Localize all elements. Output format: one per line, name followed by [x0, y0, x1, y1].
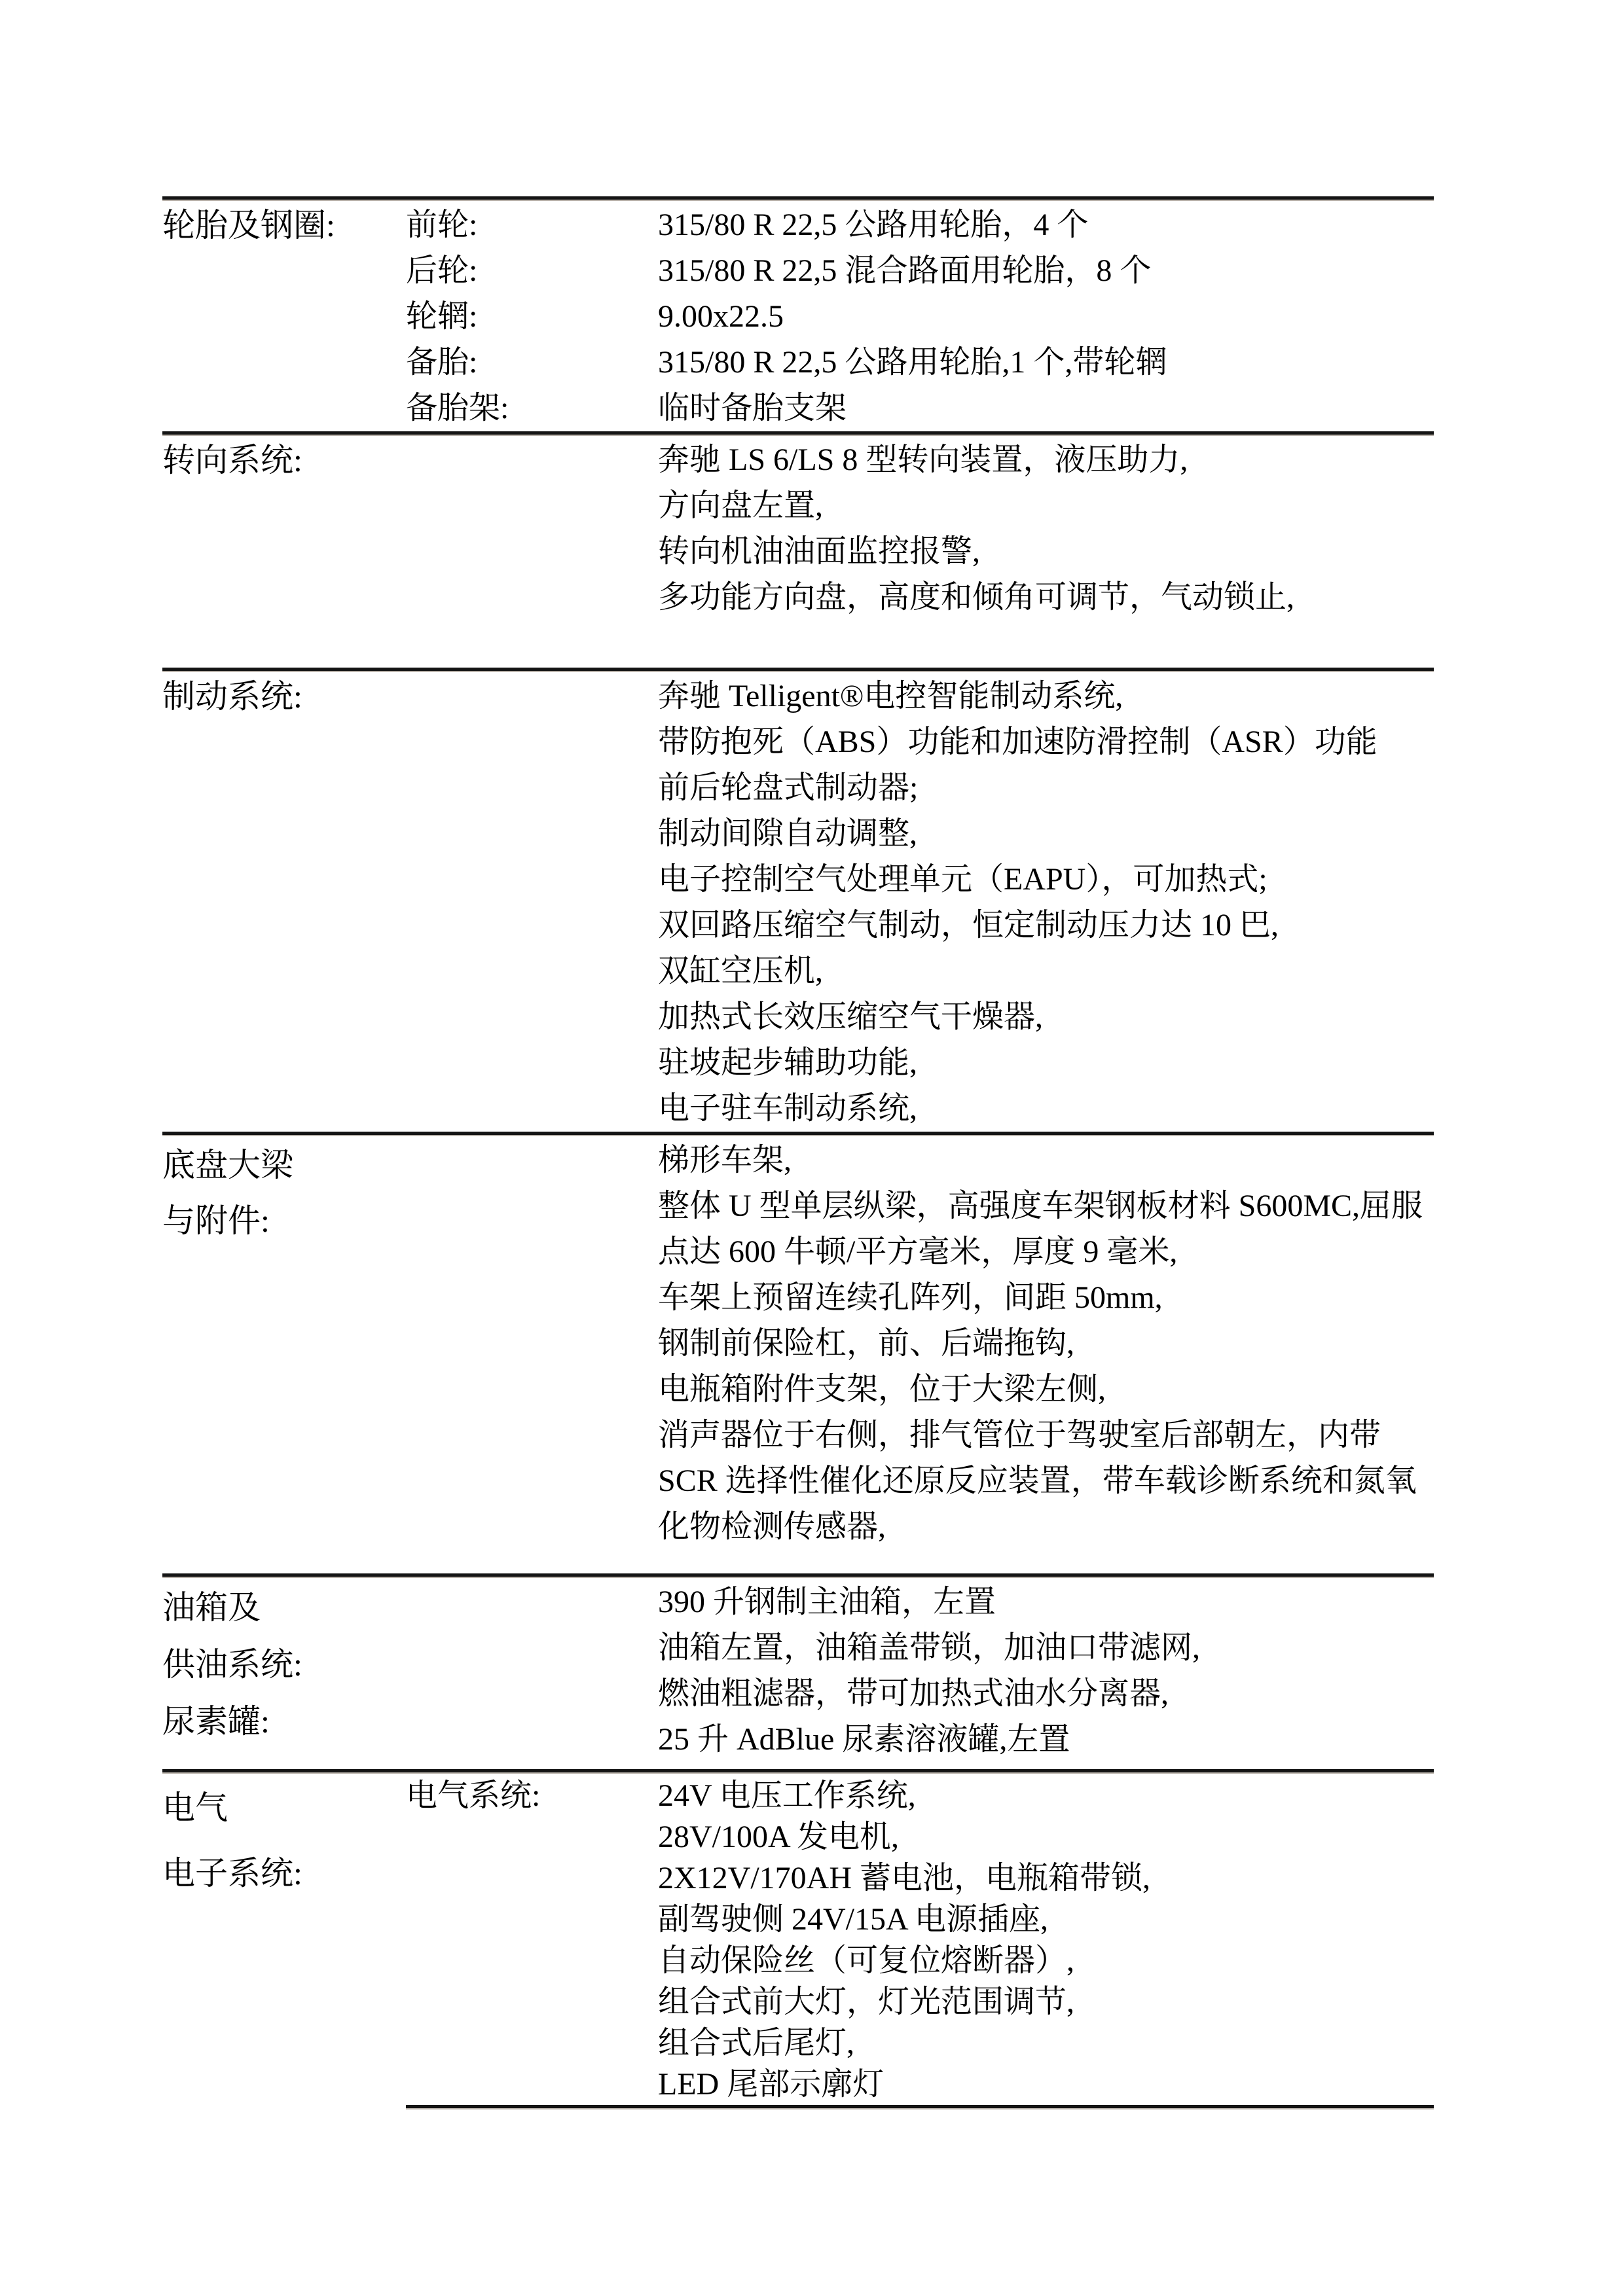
spec-value-line: 消声器位于右侧，排气管位于驾驶室后部朝左，内带 [658, 1418, 1381, 1452]
spec-value-line: 前后轮盘式制动器; [658, 770, 919, 805]
spec-value-line: 整体 U 型单层纵梁，高强度车架钢板材料 S600MC,屈服 [658, 1189, 1423, 1223]
vehicle-spec-table [162, 196, 1434, 2109]
sub-label: 后轮: [406, 253, 478, 288]
section-label: 轮胎及钢圈: [162, 207, 335, 243]
spec-section-tires-wheels [162, 201, 1434, 431]
section-label-column [162, 437, 406, 620]
value-column [658, 202, 1434, 431]
spec-value-line: 390 升钢制主油箱，左置 [658, 1585, 996, 1619]
section-divider [162, 196, 1434, 201]
section-label-column [162, 1138, 406, 1550]
spec-value-line: 315/80 R 22,5 混合路面用轮胎，8 个 [658, 253, 1152, 288]
spec-value-line: 奔驰 LS 6/LS 8 型转向装置，液压助力, [658, 442, 1188, 477]
section-label-column [162, 673, 406, 1132]
spec-value-line: 驻坡起步辅助功能, [658, 1045, 918, 1080]
spec-value-line: 28V/100A 发电机, [658, 1820, 900, 1854]
spec-value-line: 点达 600 牛顿/平方毫米，厚度 9 毫米, [658, 1234, 1178, 1269]
section-divider [162, 668, 1434, 672]
spec-value-line: LED 尾部示廓灯 [658, 2067, 884, 2102]
sub-label-column [406, 1775, 658, 2105]
section-label: 底盘大梁 [162, 1147, 293, 1183]
sub-label: 轮辋: [406, 299, 478, 334]
section-label-column [162, 1579, 406, 1763]
sub-label: 备胎: [406, 345, 478, 380]
spec-value-line: 燃油粗滤器，带可加热式油水分离器, [658, 1676, 1169, 1711]
sub-label: 电气系统: [406, 1778, 541, 1813]
spec-value-line: 电瓶箱附件支架，位于大梁左侧, [658, 1372, 1106, 1407]
bottom-partial-divider [406, 2105, 1434, 2109]
spec-value-line: 双缸空压机, [658, 954, 824, 988]
spec-value-line: 副驾驶侧 24V/15A 电源插座, [658, 1902, 1049, 1937]
spec-value-line: 油箱左置，油箱盖带锁，加油口带滤网, [658, 1630, 1201, 1665]
spec-value-line: 车架上预留连续孔阵列，间距 50mm, [658, 1280, 1163, 1315]
section-divider [162, 1132, 1434, 1136]
sub-label-column [406, 1579, 658, 1763]
section-body [162, 1136, 1434, 1550]
section-body [162, 672, 1434, 1132]
section-label: 供油系统: [162, 1646, 302, 1683]
sub-label: 备胎架: [406, 391, 509, 425]
section-label-column [162, 1775, 406, 2105]
section-divider [162, 431, 1434, 436]
spec-value-line: 9.00x22.5 [658, 299, 784, 334]
spec-value-line: 2X12V/170AH 蓄电池，电瓶箱带锁, [658, 1861, 1150, 1895]
section-label: 制动系统: [162, 678, 302, 715]
spec-section-electrical-electronic-system [162, 1774, 1434, 2105]
spec-value-line: 加热式长效压缩空气干燥器, [658, 999, 1044, 1034]
spec-value-line: 化物检测传感器, [658, 1509, 886, 1544]
section-body [162, 1578, 1434, 1763]
spec-section-chassis-frame-accessories [162, 1136, 1434, 1573]
spec-value-line: 24V 电压工作系统, [658, 1778, 916, 1813]
section-label: 油箱及 [162, 1589, 261, 1626]
value-column [658, 1775, 1434, 2105]
spec-value-line: 25 升 AdBlue 尿素溶液罐,左置 [658, 1722, 1070, 1757]
spec-value-line: 转向机油油面监控报警, [658, 534, 981, 569]
sub-label [406, 1981, 658, 2022]
spec-value-line: 带防抱死（ABS）功能和加速防滑控制（ASR）功能 [658, 725, 1377, 759]
section-body [162, 201, 1434, 431]
sub-label-column [406, 437, 658, 620]
section-label: 电气 [162, 1789, 228, 1826]
spec-value-line: 钢制前保险杠，前、后端拖钩, [658, 1326, 1075, 1361]
spec-value-line: 梯形车架, [658, 1143, 792, 1177]
spec-value-line: 临时备胎支架 [658, 391, 847, 425]
sub-label [406, 1816, 658, 1857]
spec-value-line: 电子控制空气处理单元（EAPU），可加热式; [658, 862, 1267, 897]
spec-value-line: 自动保险丝（可复位熔断器）, [658, 1943, 1075, 1978]
sub-label-column [406, 673, 658, 1132]
spec-value-line: 双回路压缩空气制动，恒定制动压力达 10 巴, [658, 908, 1279, 942]
value-column [658, 673, 1434, 1132]
section-label: 与附件: [162, 1202, 270, 1239]
sub-label-column [406, 202, 658, 431]
spec-value-line: 方向盘左置, [658, 488, 824, 523]
section-body [162, 1774, 1434, 2105]
spec-value-line: 组合式后尾灯, [658, 2026, 855, 2060]
spec-value-line: 315/80 R 22,5 公路用轮胎,1 个,带轮辋 [658, 345, 1167, 380]
sub-label [406, 2022, 658, 2064]
spec-value-line: 奔驰 Telligent®电控智能制动系统, [658, 679, 1123, 713]
spec-section-steering-system [162, 436, 1434, 668]
section-label: 转向系统: [162, 442, 302, 478]
section-divider [162, 1573, 1434, 1578]
sub-label [406, 2064, 658, 2105]
value-column [658, 1579, 1434, 1763]
section-divider [162, 1769, 1434, 1774]
spec-section-fuel-tank-system [162, 1578, 1434, 1769]
sub-label: 前轮: [406, 207, 478, 242]
spec-value-line: 多功能方向盘，高度和倾角可调节，气动锁止, [658, 580, 1295, 615]
spec-value-line: 电子驻车制动系统, [658, 1091, 918, 1126]
spec-section-brake-system [162, 672, 1434, 1132]
sub-label [406, 1857, 658, 1899]
section-label: 尿素罐: [162, 1703, 270, 1740]
sub-label [406, 1940, 658, 1981]
spec-value-line: 制动间隙自动调整, [658, 816, 918, 851]
spec-value-line: 组合式前大灯，灯光范围调节, [658, 1984, 1075, 2019]
sub-label-column [406, 1138, 658, 1550]
section-body [162, 436, 1434, 620]
spec-value-line: 315/80 R 22,5 公路用轮胎，4 个 [658, 207, 1089, 242]
sub-label [406, 1899, 658, 1940]
section-label-column [162, 202, 406, 431]
value-column [658, 1138, 1434, 1550]
value-column [658, 437, 1434, 620]
spec-value-line: SCR 选择性催化还原反应装置，带车载诊断系统和氮氧 [658, 1463, 1417, 1498]
section-label: 电子系统: [162, 1855, 302, 1892]
